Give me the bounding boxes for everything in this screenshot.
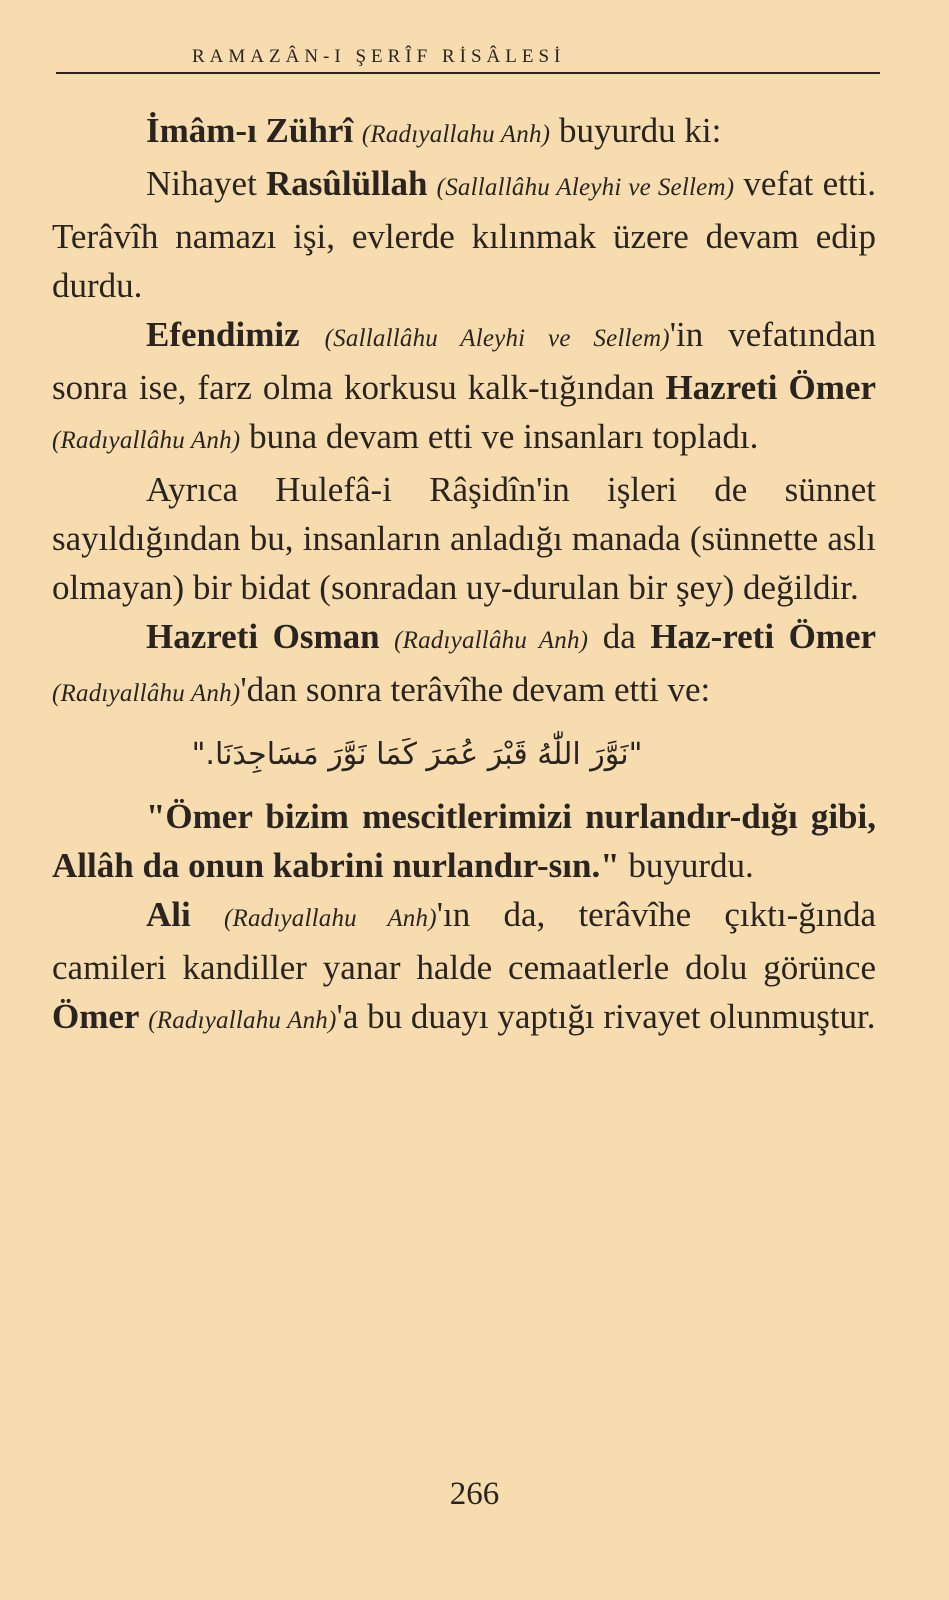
arabic-prayer: "نَوَّرَ اللّٰهُ قَبْرَ عُمَرَ كَمَا نَوَّرَ مَسَاجِدَنَا." bbox=[191, 737, 643, 772]
name-imam-zuhri: İmâm-ı Zührî bbox=[146, 111, 354, 150]
paragraph-6 bbox=[52, 792, 876, 890]
paragraph-4: Ayrıca Hulefâ-i Râşidîn'in işleri de sünnet sayıldığından bu, insanların anladığı manada (sünnette aslı olmayan) bir bidat (sonradan uy-durulan bir şey) değildir. bbox=[52, 470, 876, 607]
honorific: (Radıyallâhu Anh) bbox=[394, 627, 589, 654]
paragraph-1 bbox=[52, 106, 876, 159]
paragraph-text: da bbox=[588, 617, 651, 656]
honorific: (Radıyallahu Anh) bbox=[148, 1007, 337, 1034]
name-hazreti-osman: Hazreti Osman bbox=[146, 617, 380, 656]
running-title: RAMAZÂN-I ŞERÎF RİSÂLESİ bbox=[192, 46, 566, 67]
name-omer: Ömer bbox=[52, 997, 140, 1036]
name-efendimiz: Efendimiz bbox=[146, 315, 300, 354]
paragraph-text: buna devam etti ve insanları topladı. bbox=[240, 417, 759, 456]
name-rasulullah: Rasûlüllah bbox=[266, 164, 428, 203]
quote-translation: "Ömer bizim mescitlerimizi nurlandır-dığı gibi, Allâh da onun kabrini nurlandır-sın." bbox=[52, 797, 876, 885]
header-rule bbox=[56, 72, 880, 74]
paragraph-text: 'ın da, terâvîhe çıktı-ğında camileri kandiller yanar halde cemaatlerle dolu görünce bbox=[52, 895, 876, 987]
paragraph-text: buyurdu ki: bbox=[550, 111, 722, 150]
honorific: (Sallallâhu Aleyhi ve Sellem) bbox=[324, 325, 670, 352]
paragraph-text: 'dan sonra terâvîhe devam etti ve: bbox=[240, 670, 711, 709]
paragraph-text: vefat etti. Terâvîh namazı işi, evlerde kılınmak üzere devam edip durdu. bbox=[52, 164, 877, 305]
paragraph-2 bbox=[52, 159, 876, 310]
paragraph-text: 'a bu duayı yaptığı rivayet olunmuştur. bbox=[336, 997, 876, 1036]
body-text bbox=[52, 106, 876, 1045]
paragraph-text: 'in vefatından sonra ise, farz olma korkusu kalk-tığından bbox=[52, 315, 877, 407]
honorific: (Radıyallahu Anh) bbox=[223, 905, 437, 932]
paragraph-5 bbox=[52, 612, 876, 718]
name-ali: Ali bbox=[146, 895, 191, 934]
name-hazreti-omer: Hazreti Ömer bbox=[665, 368, 876, 407]
page-number: 266 bbox=[449, 1476, 500, 1512]
paragraph-text: buyurdu. bbox=[619, 846, 754, 885]
paragraph-3 bbox=[52, 310, 876, 465]
honorific: (Sallallâhu Aleyhi ve Sellem) bbox=[436, 174, 735, 201]
name-hazreti-omer: Haz-reti Ömer bbox=[650, 617, 877, 656]
paragraph-7 bbox=[52, 890, 876, 1045]
honorific: (Radıyallahu Anh) bbox=[361, 121, 551, 148]
honorific: (Radıyallâhu Anh) bbox=[52, 427, 241, 454]
paragraph-text: Nihayet bbox=[146, 164, 266, 203]
honorific: (Radıyallâhu Anh) bbox=[52, 680, 241, 707]
